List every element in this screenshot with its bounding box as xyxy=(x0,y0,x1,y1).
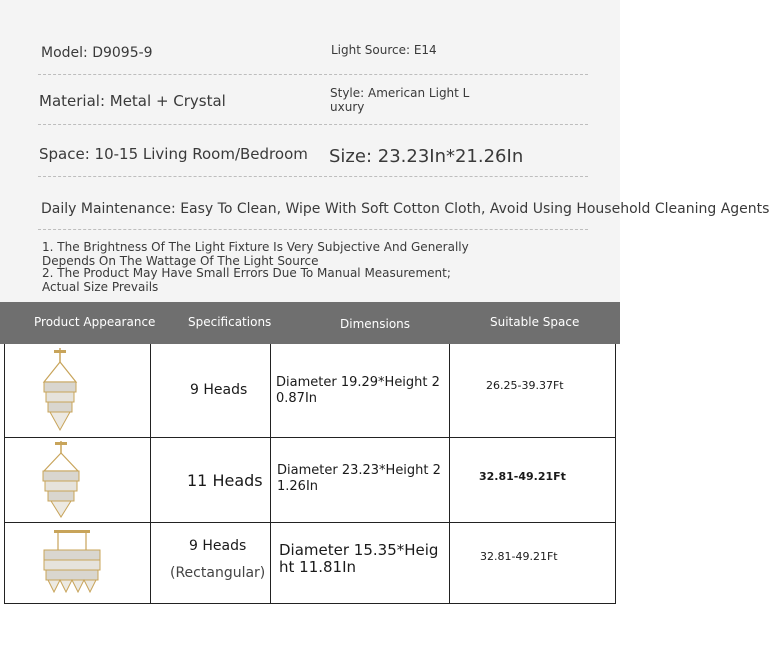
column-divider xyxy=(150,344,151,604)
spec-material: Material: Metal + Crystal xyxy=(39,92,226,110)
table-header xyxy=(0,302,620,344)
divider xyxy=(38,229,588,230)
header-product-appearance: Product Appearance xyxy=(34,315,156,329)
note-2-line2: Actual Size Prevails xyxy=(42,280,159,294)
row1-dim-line2: 0.87In xyxy=(276,391,318,406)
spec-style-line1: Style: American Light L xyxy=(330,86,470,100)
row-divider xyxy=(4,437,616,438)
spec-maintenance: Daily Maintenance: Easy To Clean, Wipe With Soft Cotton Cloth, Avoid Using Household Cleaning Agents xyxy=(41,201,769,217)
row2-spec: 11 Heads xyxy=(187,471,263,490)
note-2-line1: 2. The Product May Have Small Errors Due To Manual Measurement; xyxy=(42,266,451,280)
row2-space: 32.81-49.21Ft xyxy=(479,470,566,483)
spec-size: Size: 23.23In*21.26In xyxy=(329,146,524,167)
spec-area xyxy=(0,0,769,302)
row2-dim-line1: Diameter 23.23*Height 2 xyxy=(277,463,441,478)
header-specifications: Specifications xyxy=(188,315,272,329)
spec-model: Model: D9095-9 xyxy=(41,45,153,61)
note-1-line2: Depends On The Wattage Of The Light Source xyxy=(42,254,319,268)
divider xyxy=(38,74,588,75)
column-divider xyxy=(449,344,450,604)
spec-space: Space: 10-15 Living Room/Bedroom xyxy=(39,145,308,163)
row3-dim-line2: ht 11.81In xyxy=(279,558,357,576)
rectangular-chandelier-image xyxy=(40,528,104,596)
row1-spec: 9 Heads xyxy=(190,382,248,398)
row3-spec-line2: (Rectangular) xyxy=(170,565,266,581)
note-1-line1: 1. The Brightness Of The Light Fixture Is Very Subjective And Generally xyxy=(42,240,469,254)
round-chandelier-image xyxy=(40,441,82,519)
spec-light-source: Light Source: E14 xyxy=(331,43,437,57)
divider xyxy=(38,124,588,125)
round-chandelier-image xyxy=(40,348,80,434)
column-divider xyxy=(270,344,271,604)
row1-dim-line1: Diameter 19.29*Height 2 xyxy=(276,375,440,390)
row3-spec-line1: 9 Heads xyxy=(189,538,247,554)
row3-space: 32.81-49.21Ft xyxy=(480,550,558,563)
header-suitable-space: Suitable Space xyxy=(490,315,580,329)
row3-dim-line1: Diameter 15.35*Heig xyxy=(279,541,439,559)
row2-dim-line2: 1.26In xyxy=(277,479,319,494)
spec-style-line2: uxury xyxy=(330,100,365,114)
header-dimensions: Dimensions xyxy=(340,317,411,331)
divider xyxy=(38,176,588,177)
row-divider xyxy=(4,522,616,523)
row1-space: 26.25-39.37Ft xyxy=(486,379,564,392)
